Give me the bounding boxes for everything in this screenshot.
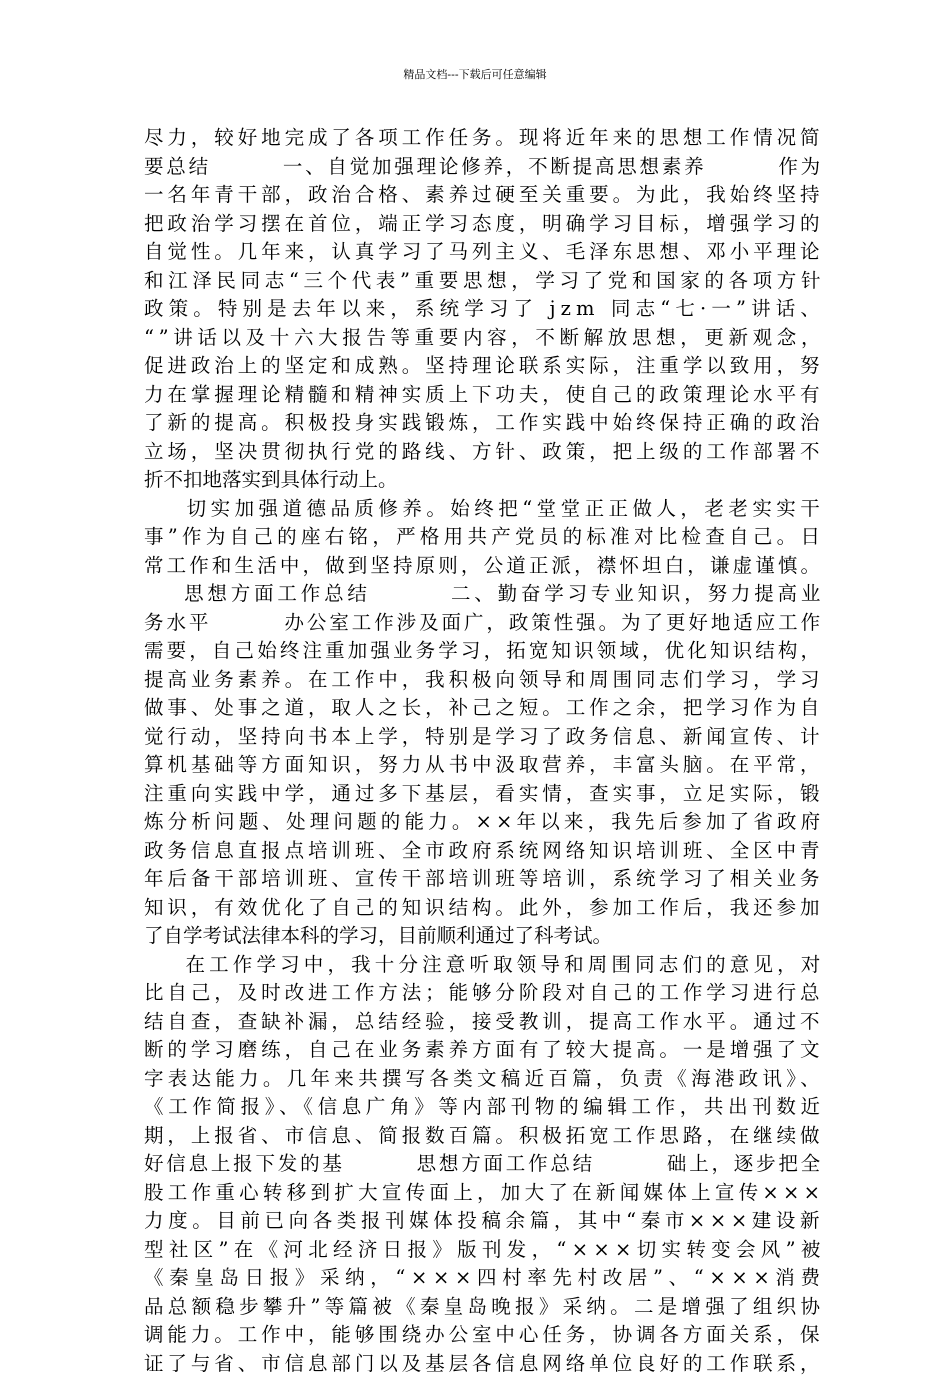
text-line: 务水平 办公室工作涉及面广，政策性强。为了更好地适应工作: [144, 609, 820, 638]
text-line: 了自学考试法律本科的学习，目前顺利通过了科考试。: [144, 922, 820, 951]
text-line: 品总额稳步攀升”等篇被《秦皇岛晚报》采纳。二是增强了组织协: [144, 1293, 820, 1322]
text-line: 了新的提高。积极投身实践锻炼，工作实践中始终保持正确的政治: [144, 409, 820, 438]
text-line: 做事、处事之道，取人之长，补己之短。工作之余，把学习作为自: [144, 694, 820, 723]
page-header: 精品文档---下载后可任意编辑: [0, 66, 950, 82]
text-line: 政策。特别是去年以来，系统学习了 jzm 同志“七·一”讲话、: [144, 295, 820, 324]
text-line: 证了与省、市信息部门以及基层各信息网络单位良好的工作联系，: [144, 1350, 820, 1378]
text-line: 在工作学习中，我十分注意听取领导和周围同志们的意见，对: [144, 951, 820, 980]
text-line: 注重向实践中学，通过多下基层，看实情，查实事，立足实际，锻: [144, 780, 820, 809]
text-line: 思想方面工作总结 二、勤奋学习专业知识，努力提高业: [144, 580, 820, 609]
text-line: 需要，自己始终注重加强业务学习，拓宽知识领域，优化知识结构，: [144, 637, 820, 666]
text-line: 尽力，较好地完成了各项工作任务。现将近年来的思想工作情况简: [144, 124, 820, 153]
text-line: 自觉性。几年来，认真学习了马列主义、毛泽东思想、邓小平理论: [144, 238, 820, 267]
text-line: 算机基础等方面知识，努力从书中汲取营养，丰富头脑。在平常，: [144, 751, 820, 780]
text-line: 要总结 一、自觉加强理论修养，不断提高思想素养 作为: [144, 153, 820, 182]
text-line: 股工作重心转移到扩大宣传面上，加大了在新闻媒体上宣传×××: [144, 1179, 820, 1208]
text-line: 知识，有效优化了自己的知识结构。此外，参加工作后，我还参加: [144, 894, 820, 923]
text-line: 把政治学习摆在首位，端正学习态度，明确学习目标，增强学习的: [144, 210, 820, 239]
text-line: 和江泽民同志“三个代表”重要思想，学习了党和国家的各项方针: [144, 267, 820, 296]
text-line: 炼分析问题、处理问题的能力。××年以来，我先后参加了省政府: [144, 808, 820, 837]
document-body: [144, 124, 820, 1378]
text-line: 常工作和生活中，做到坚持原则，公道正派，襟怀坦白，谦虚谨慎。: [144, 552, 820, 581]
text-line: 一名年青干部，政治合格、素养过硬至关重要。为此，我始终坚持: [144, 181, 820, 210]
text-line: 结自查，查缺补漏，总结经验，接受教训，提高工作水平。通过不: [144, 1008, 820, 1037]
text-line: 断的学习磨练，自己在业务素养方面有了较大提高。一是增强了文: [144, 1036, 820, 1065]
text-line: 政务信息直报点培训班、全市政府系统网络知识培训班、全区中青: [144, 837, 820, 866]
text-line: 《工作简报》、《信息广角》等内部刊物的编辑工作，共出刊数近: [144, 1093, 820, 1122]
text-line: 《秦皇岛日报》采纳，“×××四村率先村改居”、“×××消费: [144, 1264, 820, 1293]
text-line: 立场，坚决贯彻执行党的路线、方针、政策，把上级的工作部署不: [144, 438, 820, 467]
text-line: 年后备干部培训班、宣传干部培训班等培训，系统学习了相关业务: [144, 865, 820, 894]
text-line: 促进政治上的坚定和成熟。坚持理论联系实际，注重学以致用，努: [144, 352, 820, 381]
text-line: 好信息上报下发的基 思想方面工作总结 础上，逐步把全: [144, 1150, 820, 1179]
text-line: 力在掌握理论精髓和精神实质上下功夫，使自己的政策理论水平有: [144, 381, 820, 410]
text-line: 觉行动，坚持向书本上学，特别是学习了政务信息、新闻宣传、计: [144, 723, 820, 752]
text-line: 调能力。工作中，能够围绕办公室中心任务，协调各方面关系，保: [144, 1321, 820, 1350]
text-line: 字表达能力。几年来共撰写各类文稿近百篇，负责《海港政讯》、: [144, 1065, 820, 1094]
text-line: 期，上报省、市信息、简报数百篇。积极拓宽工作思路，在继续做: [144, 1122, 820, 1151]
text-line: 型社区”在《河北经济日报》版刊发，“×××切实转变会风”被: [144, 1236, 820, 1265]
text-line: “”讲话以及十六大报告等重要内容，不断解放思想，更新观念，: [144, 324, 820, 353]
text-line: 切实加强道德品质修养。始终把“堂堂正正做人，老老实实干: [144, 495, 820, 524]
text-line: 比自己，及时改进工作方法；能够分阶段对自己的工作学习进行总: [144, 979, 820, 1008]
text-line: 折不扣地落实到具体行动上。: [144, 466, 820, 495]
text-line: 力度。目前已向各类报刊媒体投稿余篇，其中“秦市×××建设新: [144, 1207, 820, 1236]
text-line: 事”作为自己的座右铭，严格用共产党员的标准对比检查自己。日: [144, 523, 820, 552]
text-line: 提高业务素养。在工作中，我积极向领导和周围同志们学习，学习: [144, 666, 820, 695]
